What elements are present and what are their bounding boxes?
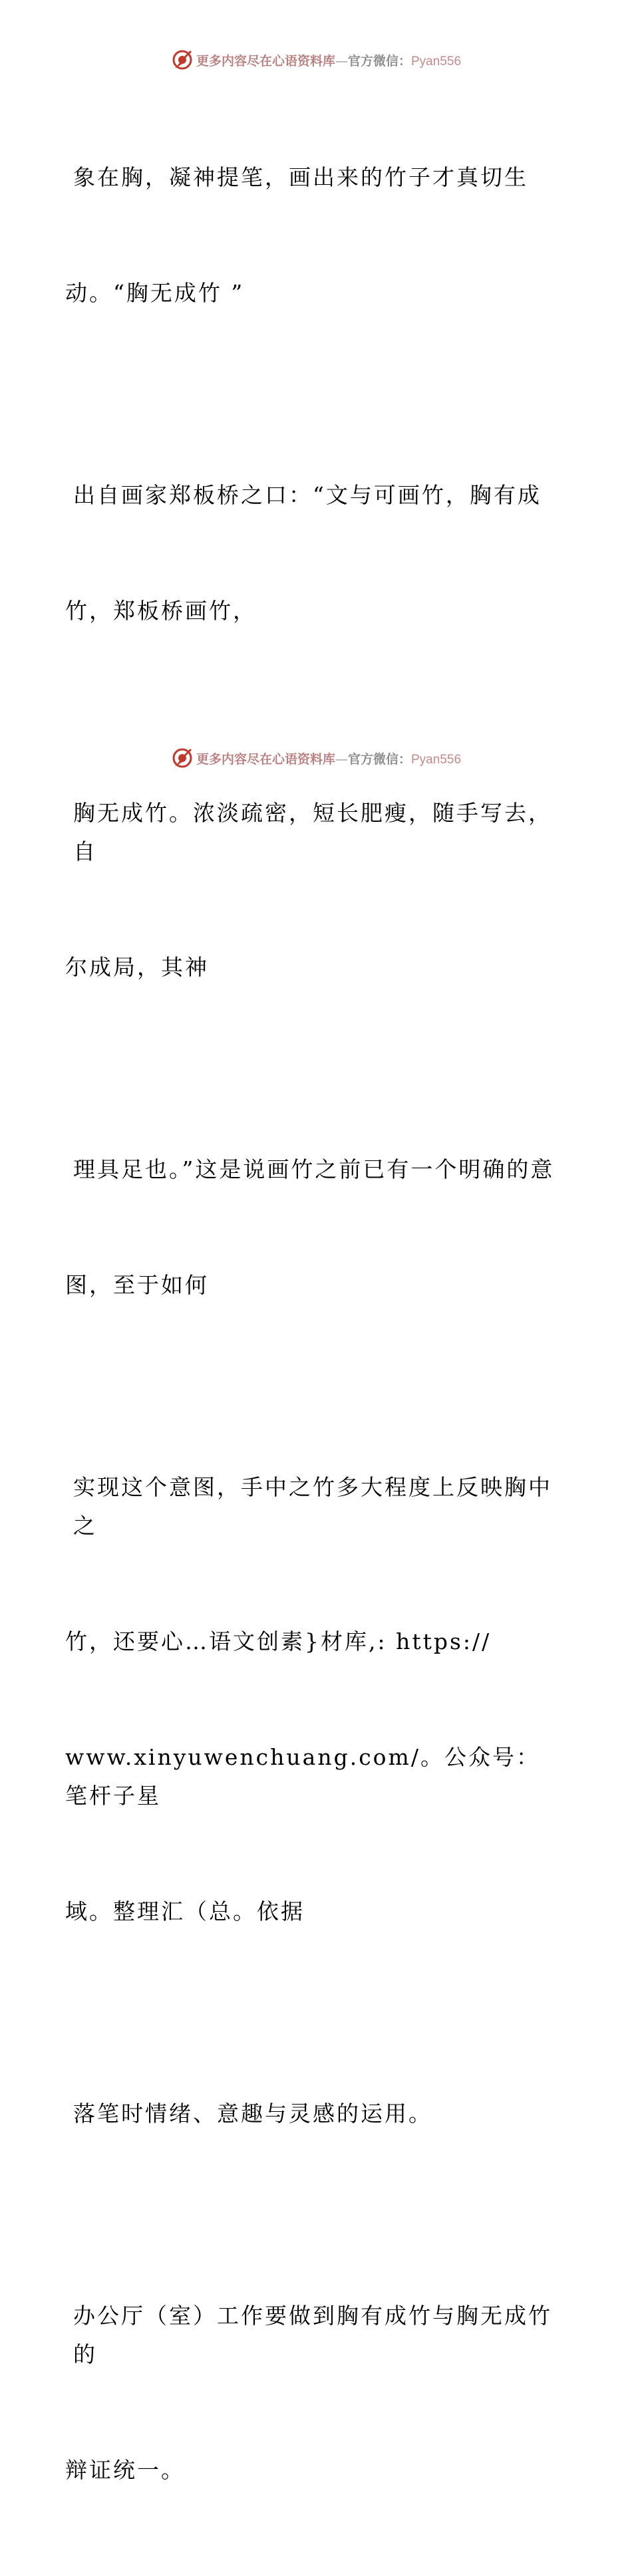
paragraph-line: 落笔时情绪、意趣与灵感的运用。 bbox=[73, 2101, 432, 2126]
header-banner-dash: — bbox=[335, 53, 348, 68]
paragraph-7 bbox=[65, 2220, 557, 2567]
paragraph-line: 竹，郑板桥画竹， bbox=[65, 598, 257, 624]
paragraph-line: 辩证统一。 bbox=[65, 2457, 185, 2483]
paragraph-line: 动。“胸无成竹 ” bbox=[65, 280, 245, 306]
header-banner-wechat-label: 官方微信： bbox=[347, 53, 411, 68]
paragraph-line: 办公厅（室）工作要做到胸有成竹与胸无成竹的 bbox=[73, 2303, 552, 2367]
paragraph-line: 实现这个意图，手中之竹多大程度上反映胸中之 bbox=[73, 1474, 552, 1539]
paragraph-4 bbox=[65, 1073, 557, 1382]
header-banner-wechat-id: Pyan556 bbox=[411, 54, 462, 68]
paragraph-line: www.xinyuwenchuang.com/。公众号：笔杆子星 bbox=[65, 1744, 540, 1809]
paragraph-2 bbox=[65, 399, 557, 708]
footer-banner-wechat-id: Pyan556 bbox=[411, 752, 462, 767]
paragraph-line: 象在胸，凝神提笔，画出来的竹子才真切生 bbox=[73, 164, 528, 190]
header-banner-main: 更多内容尽在心语资料库 bbox=[196, 53, 335, 68]
paragraph-1 bbox=[65, 81, 557, 390]
paragraph-line: 尔成局，其神 bbox=[65, 954, 209, 980]
paragraph-line: 图，至于如何 bbox=[65, 1272, 209, 1298]
paragraph-line: 理具足也。”这是说画竹之前已有一个明确的意 bbox=[73, 1156, 555, 1182]
header-banner-text bbox=[196, 51, 461, 69]
paragraph-line: 胸无成竹。浓淡疏密，短长肥瘦，随手写去，自 bbox=[73, 800, 552, 864]
footer-banner-wechat-label: 官方微信： bbox=[347, 751, 411, 767]
pen-logo-icon bbox=[171, 747, 194, 769]
header-banner bbox=[0, 47, 632, 73]
footer-banner-dash: — bbox=[335, 751, 348, 767]
footer-banner bbox=[0, 745, 632, 771]
paragraph-line: 域。整理汇（总。依据 bbox=[65, 1898, 305, 1924]
document-body bbox=[65, 81, 557, 2576]
paragraph-6 bbox=[65, 2017, 557, 2210]
paragraph-line: 出自画家郑板桥之口：“文与可画竹，胸有成 bbox=[73, 482, 542, 508]
footer-banner-main: 更多内容尽在心语资料库 bbox=[196, 751, 335, 767]
paragraph-line: 竹，还要心…语文创素}材库,: https:// bbox=[65, 1628, 492, 1654]
pen-logo-icon bbox=[171, 49, 194, 71]
footer-banner-text bbox=[196, 749, 461, 767]
paragraph-5 bbox=[65, 1391, 557, 2008]
